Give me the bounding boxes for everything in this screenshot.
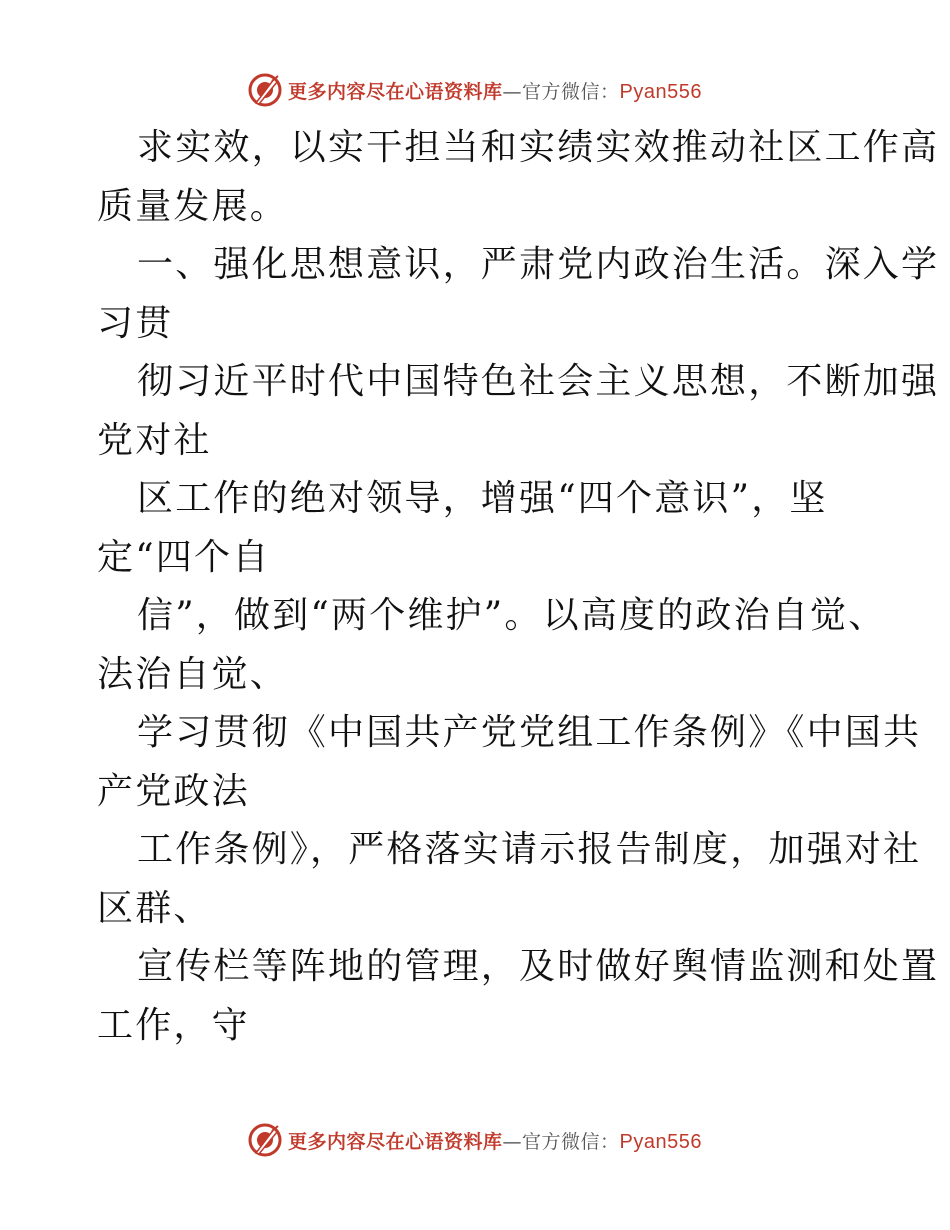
- text-line: 质量发展。: [97, 185, 289, 227]
- banner-wechat-label: 官方微信：: [522, 1130, 620, 1153]
- text-line: 学习贯彻《中国共产党党组工作条例》《中国共: [137, 712, 922, 753]
- text-line: 信”，做到“两个维护”。以高度的政治自觉、: [137, 595, 887, 636]
- text-line: 彻习近平时代中国特色社会主义思想，不断加强: [137, 361, 940, 402]
- quill-pen-logo-icon: [248, 1123, 282, 1157]
- text-line: 求实效，以实干担当和实绩实效推动社区工作高: [137, 127, 940, 168]
- banner-text: [288, 1127, 702, 1154]
- text-line: 工作，守: [97, 1004, 250, 1046]
- banner-dash: —: [502, 1130, 523, 1153]
- banner-text: [288, 77, 702, 104]
- banner-wechat-label: 官方微信：: [522, 80, 620, 103]
- banner-dash: —: [502, 80, 523, 103]
- text-line: 宣传栏等阵地的管理，及时做好舆情监测和处置: [137, 946, 940, 987]
- banner-main-text: 更多内容尽在心语资料库: [288, 80, 503, 103]
- header-banner: [0, 70, 950, 110]
- banner-wechat-id: Pyan556: [619, 80, 702, 103]
- text-line: 法治自觉、: [97, 653, 289, 695]
- text-line: 区群、: [97, 887, 212, 929]
- document-body: [97, 119, 940, 1055]
- text-line: 习贯: [97, 302, 174, 344]
- text-line: 区工作的绝对领导，增强“四个意识”，坚: [137, 478, 828, 519]
- text-line: 党对社: [97, 419, 212, 461]
- quill-pen-logo-icon: [248, 73, 282, 107]
- text-line: 工作条例》，严格落实请示报告制度，加强对社: [137, 829, 922, 870]
- footer-banner: [0, 1120, 950, 1160]
- text-line: 一、强化思想意识，严肃党内政治生活。深入学: [137, 244, 940, 285]
- banner-main-text: 更多内容尽在心语资料库: [288, 1130, 503, 1153]
- banner-wechat-id: Pyan556: [619, 1130, 702, 1153]
- text-line: 产党政法: [97, 770, 250, 812]
- text-line: 定“四个自: [97, 536, 271, 578]
